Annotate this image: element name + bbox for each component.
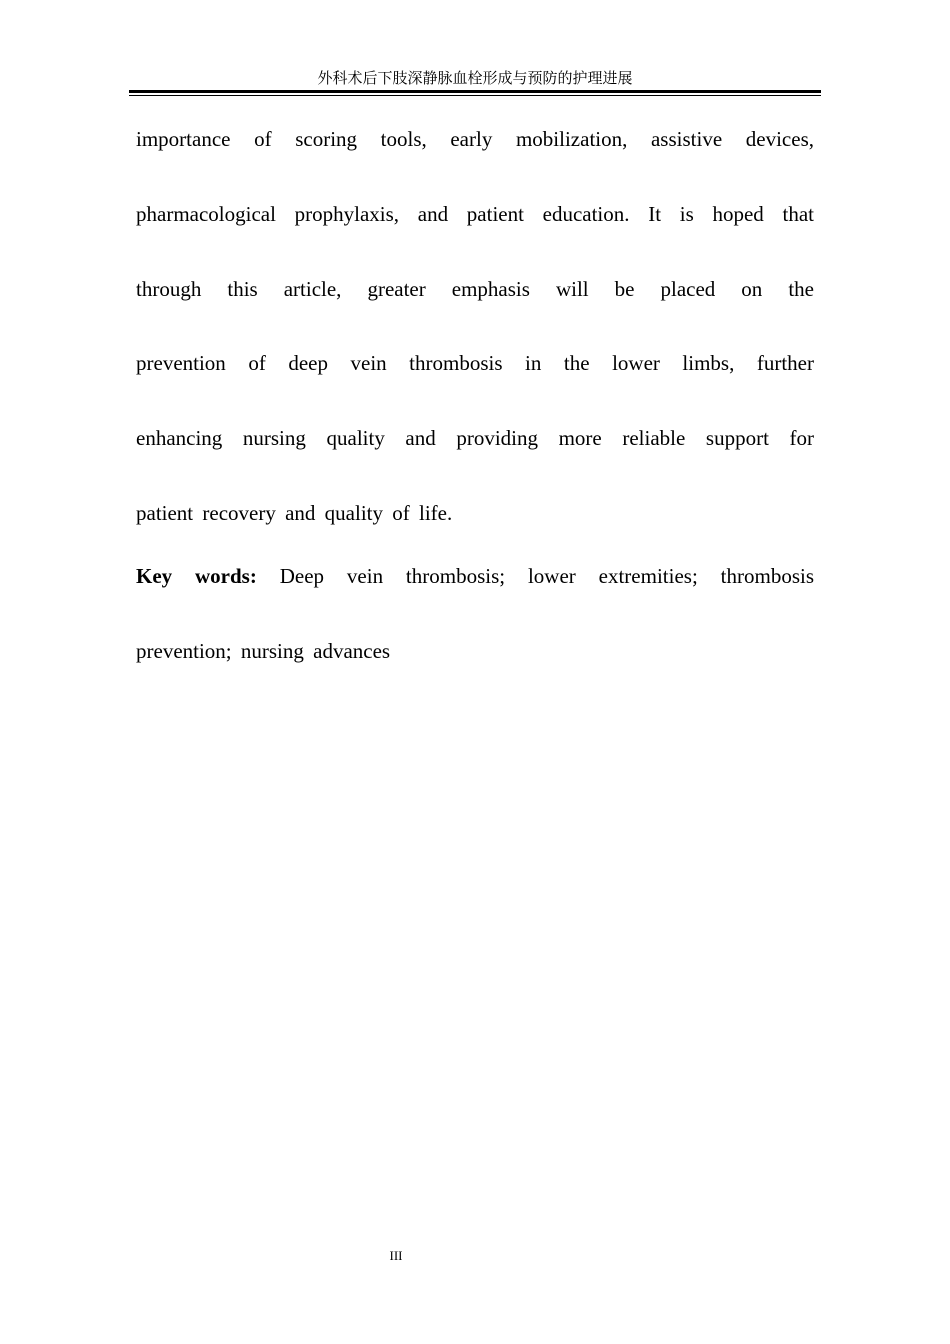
keywords-label: Key words: xyxy=(136,564,257,588)
abstract-line-4: prevention of deep vein thrombosis in the lower limbs, further xyxy=(136,351,814,376)
keywords-line-1 xyxy=(136,564,814,639)
keywords-section xyxy=(136,564,814,713)
running-header: 外科术后下肢深静脉血栓形成与预防的护理进展 xyxy=(317,69,633,87)
abstract-line-2: pharmacological prophylaxis, and patient education. It is hoped that xyxy=(136,201,814,226)
abstract-line-3: through this article, greater emphasis will be placed on the xyxy=(136,276,814,301)
abstract-line-6: patient recovery and quality of life. xyxy=(136,500,453,525)
header-rule-thick xyxy=(129,90,821,93)
page-number: III xyxy=(389,1248,403,1263)
keywords-text-1: Deep vein thrombosis; lower extremities; thrombosis xyxy=(279,564,814,588)
abstract-line-1: importance of scoring tools, early mobilization, assistive devices, xyxy=(136,127,814,151)
abstract-line-5: enhancing nursing quality and providing more reliable support for xyxy=(136,426,814,451)
abstract-paragraph xyxy=(136,127,814,576)
header-rule-thin xyxy=(129,95,821,96)
keywords-line-2: prevention; nursing advances xyxy=(136,638,391,663)
